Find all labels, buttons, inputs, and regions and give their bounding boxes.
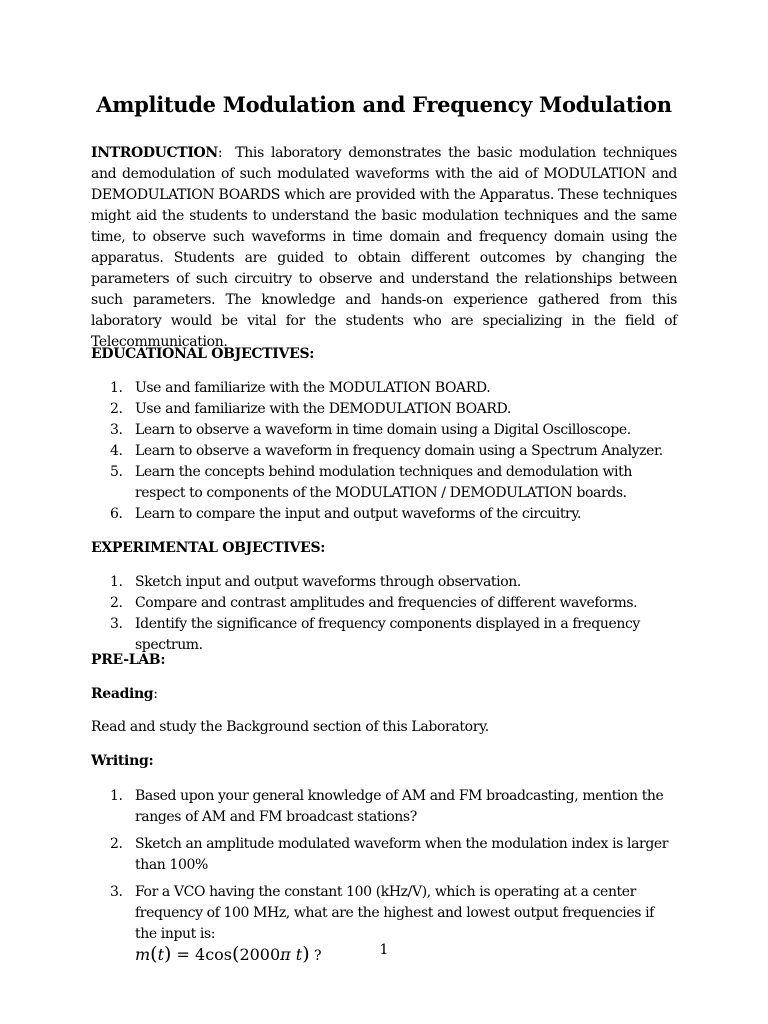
list-item — [91, 614, 691, 656]
page-title: Amplitude Modulation and Frequency Modulation — [96, 92, 672, 117]
list-item-text: Compare and contrast amplitudes and frequencies of different waveforms. — [135, 595, 638, 611]
formula-m: m — [135, 945, 151, 964]
list-number: 3. — [110, 884, 123, 900]
list-number: 3. — [110, 616, 123, 632]
list-item-text: Sketch input and output waveforms through observation. — [135, 574, 521, 590]
list-item — [91, 420, 691, 441]
list-item — [91, 378, 691, 399]
list-item-text: Use and familiarize with the MODULATION BOARD. — [135, 380, 491, 396]
page-number: 1 — [379, 942, 389, 958]
introduction-sep: : — [217, 145, 230, 161]
introduction-paragraph — [91, 143, 677, 353]
list-number: 2. — [110, 401, 123, 417]
list-item — [91, 462, 683, 504]
formula-t: t — [157, 945, 165, 964]
list-item-text: Use and familiarize with the DEMODULATION BOARD. — [135, 401, 511, 417]
introduction-text: This laboratory demonstrates the basic modulation techniques and demodulation of such modulated waveforms with the aid of MODULATION and DEMODULATION BOARDS which are provided with the Apparatus. These techniques might aid the students to understand the basic modulation techniques and the same time, to observe such waveforms in time domain and frequency domain using the apparatus. Students are guided to obtain different outcomes by changing the parameters of such circuitry to observe and understand the relationships between such parameters. The knowledge and hands-on experience gathered from this laboratory would be vital for the students who are specializing in the field of Telecommunication. — [91, 145, 677, 350]
reading-text: Read and study the Background section of this Laboratory. — [91, 719, 489, 735]
reading-label: Reading — [91, 686, 154, 702]
list-number: 6. — [110, 506, 123, 522]
experimental-objectives-list — [91, 572, 691, 656]
list-item-text: Learn to observe a waveform in time domain using a Digital Oscilloscope. — [135, 422, 631, 438]
prelab-heading: PRE-LAB: — [91, 652, 166, 668]
introduction-label: INTRODUCTION — [91, 145, 218, 161]
list-item — [91, 786, 683, 828]
list-item-text: Learn to observe a waveform in frequency domain using a Spectrum Analyzer. — [135, 443, 663, 459]
list-number: 5. — [110, 464, 123, 480]
list-item-text: Identify the significance of frequency components displayed in a frequency spectrum. — [135, 616, 640, 653]
reading-heading — [91, 686, 158, 702]
list-number: 1. — [110, 574, 123, 590]
list-number: 1. — [110, 380, 123, 396]
list-item-text: For a VCO having the constant 100 (kHz/V), which is operating at a center frequency of 100 MHz, what are the highest and lowest output frequencies if the input is: — [135, 884, 654, 942]
list-item-text: Learn the concepts behind modulation techniques and demodulation with respect to components of the MODULATION / DEMODULATION boards. — [135, 464, 632, 501]
writing-list — [91, 786, 691, 967]
educational-objectives-list — [91, 378, 691, 525]
list-number: 2. — [110, 595, 123, 611]
list-item — [91, 441, 691, 462]
formula-pi: π — [280, 945, 291, 964]
list-item — [91, 399, 691, 420]
list-number: 3. — [110, 422, 123, 438]
formula-arg: 2000 — [239, 945, 281, 964]
reading-colon: : — [153, 686, 158, 702]
list-item-text: Based upon your general knowledge of AM and FM broadcasting, mention the ranges of AM and FM broadcast stations? — [135, 788, 664, 825]
list-number: 2. — [110, 836, 123, 852]
formula-qmark: ? — [309, 948, 322, 964]
list-item-text: Learn to compare the input and output waveforms of the circuitry. — [135, 506, 582, 522]
list-item — [91, 572, 691, 593]
formula-eq: = 4cos — [171, 945, 233, 964]
list-item — [91, 834, 683, 876]
list-number: 4. — [110, 443, 123, 459]
formula-t2: t — [290, 945, 303, 964]
list-item-text: Sketch an amplitude modulated waveform when the modulation index is larger than 100% — [135, 836, 669, 873]
list-item — [91, 504, 691, 525]
list-item — [91, 593, 691, 614]
educational-objectives-heading: EDUCATIONAL OBJECTIVES: — [91, 346, 315, 362]
list-number: 1. — [110, 788, 123, 804]
experimental-objectives-heading: EXPERIMENTAL OBJECTIVES: — [91, 540, 326, 556]
writing-heading: Writing: — [91, 753, 154, 769]
formula: m(t) = 4cos(2000π t) ? — [135, 943, 322, 965]
